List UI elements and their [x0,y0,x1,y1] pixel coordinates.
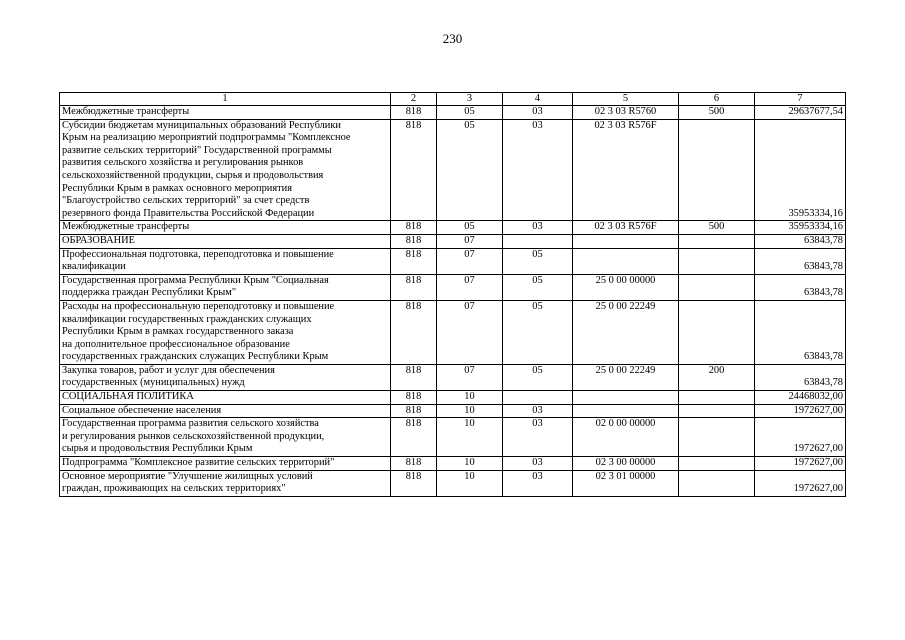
cell-col2: 818 [391,364,437,390]
cell-col3: 10 [437,418,503,457]
column-header: 2 [391,93,437,106]
row-name-cell [60,274,391,300]
column-header: 4 [503,93,573,106]
row-name-text: Подпрограмма "Комплексное развитие сельских территорий" [62,457,335,469]
cell-col2: 818 [391,119,437,221]
column-header: 7 [755,93,846,106]
cell-col6 [679,300,755,364]
row-name-text: Расходы на профессиональную переподготовку и повышение квалификации государственных гражданских служащих Республики Крым в рамках государственного заказа на дополнительное профессиональное образование государственных гражданских служащих Республики Крым [62,300,335,363]
row-name-cell [60,391,391,405]
page-number: 230 [442,31,463,46]
cell-col4: 05 [503,248,573,274]
cell-col2: 818 [391,106,437,120]
table-row [60,404,846,418]
row-name-cell [60,404,391,418]
cell-col3: 05 [437,119,503,221]
table-row [60,106,846,120]
cell-col2: 818 [391,234,437,248]
cell-col3: 10 [437,391,503,405]
row-name-cell [60,300,391,364]
budget-table [59,92,846,497]
cell-col5 [573,234,679,248]
cell-amount: 63843,78 [755,274,846,300]
row-name-text: Государственная программа Республики Крым "Социальная поддержка граждан Республики Крым" [62,274,329,299]
row-name-text: Основное мероприятие "Улучшение жилищных условий граждан, проживающих на сельских территориях" [62,470,313,495]
cell-col4: 03 [503,119,573,221]
cell-col5: 02 3 03 R576F [573,221,679,235]
cell-col6 [679,470,755,496]
cell-col6 [679,418,755,457]
cell-amount: 1972627,00 [755,470,846,496]
cell-col4: 05 [503,364,573,390]
row-name-cell [60,234,391,248]
cell-amount: 63843,78 [755,248,846,274]
cell-col6 [679,391,755,405]
row-name-cell [60,457,391,471]
cell-col3: 07 [437,274,503,300]
cell-amount: 1972627,00 [755,457,846,471]
cell-col6 [679,248,755,274]
table-header-row [60,93,846,106]
cell-amount: 1972627,00 [755,418,846,457]
cell-amount: 63843,78 [755,300,846,364]
cell-col4 [503,234,573,248]
cell-amount: 63843,78 [755,364,846,390]
table-row [60,221,846,235]
row-name-text: Межбюджетные трансферты [62,221,190,233]
cell-col6 [679,274,755,300]
cell-col4: 03 [503,470,573,496]
row-name-cell [60,106,391,120]
cell-col6 [679,457,755,471]
cell-col3: 07 [437,234,503,248]
cell-col4: 03 [503,457,573,471]
row-name-cell [60,418,391,457]
table-row [60,418,846,457]
cell-col3: 07 [437,300,503,364]
table-row [60,457,846,471]
cell-col4: 03 [503,418,573,457]
cell-col6: 200 [679,364,755,390]
cell-col6 [679,404,755,418]
cell-col2: 818 [391,248,437,274]
cell-col3: 05 [437,221,503,235]
cell-col5: 02 3 03 R5760 [573,106,679,120]
cell-col2: 818 [391,391,437,405]
cell-col4 [503,391,573,405]
cell-col5: 02 3 00 00000 [573,457,679,471]
cell-col5: 25 0 00 22249 [573,300,679,364]
row-name-text: Межбюджетные трансферты [62,106,190,117]
cell-col3: 05 [437,106,503,120]
cell-amount: 35953334,16 [755,119,846,221]
row-name-cell [60,364,391,390]
cell-col3: 07 [437,364,503,390]
row-name-cell [60,470,391,496]
cell-amount: 24468032,00 [755,391,846,405]
cell-col2: 818 [391,404,437,418]
cell-col5: 02 3 01 00000 [573,470,679,496]
cell-col5: 25 0 00 00000 [573,274,679,300]
cell-col3: 10 [437,470,503,496]
cell-col2: 818 [391,470,437,496]
cell-col4: 03 [503,106,573,120]
cell-col5 [573,391,679,405]
row-name-text: СОЦИАЛЬНАЯ ПОЛИТИКА [62,391,194,403]
row-name-text: Социальное обеспечение населения [62,404,222,416]
cell-col6: 500 [679,221,755,235]
row-name-text: Закупка товаров, работ и услуг для обеспечения государственных (муниципальных) нужд [62,364,275,389]
row-name-cell [60,119,391,221]
cell-col3: 10 [437,404,503,418]
column-header: 5 [573,93,679,106]
cell-col2: 818 [391,457,437,471]
cell-col4: 03 [503,404,573,418]
cell-col5 [573,404,679,418]
table-row [60,300,846,364]
column-header: 3 [437,93,503,106]
row-name-cell [60,221,391,235]
row-name-text: Государственная программа развития сельского хозяйства и регулирования рынков сельскохозяйственной продукции, сырья и продовольствия Республики Крым [62,418,325,455]
table-row [60,234,846,248]
row-name-text: Профессиональная подготовка, переподготовка и повышение квалификации [62,248,334,273]
table-row [60,248,846,274]
cell-col5: 02 0 00 00000 [573,418,679,457]
cell-col4: 03 [503,221,573,235]
cell-col5: 02 3 03 R576F [573,119,679,221]
row-name-cell [60,248,391,274]
cell-amount: 35953334,16 [755,221,846,235]
table-body [60,106,846,497]
table-row [60,470,846,496]
cell-col6 [679,119,755,221]
column-header: 1 [60,93,391,106]
table-row [60,274,846,300]
cell-col2: 818 [391,274,437,300]
cell-col3: 10 [437,457,503,471]
cell-amount: 63843,78 [755,234,846,248]
cell-col5 [573,248,679,274]
cell-col2: 818 [391,418,437,457]
table-row [60,391,846,405]
row-name-text: Субсидии бюджетам муниципальных образований Республики Крым на реализацию мероприятий подпрограммы "Комплексное развитие сельских территорий" Государственной программы развития сельского хозяйства и регулирования рынков сельскохозяйственной продукции, сырья и продовольствия Республики Крым в рамках основного мероприятия "Благоустройство сельских территорий" за счет средств резервного фонда Правительства Российской Федерации [62,119,351,219]
cell-col3: 07 [437,248,503,274]
row-name-text: ОБРАЗОВАНИЕ [62,234,136,246]
cell-col4: 05 [503,300,573,364]
cell-amount: 29637677,54 [755,106,846,120]
cell-col5: 25 0 00 22249 [573,364,679,390]
cell-col2: 818 [391,221,437,235]
column-header: 6 [679,93,755,106]
table-row [60,119,846,221]
cell-col4: 05 [503,274,573,300]
cell-col6 [679,234,755,248]
cell-col6: 500 [679,106,755,120]
cell-col2: 818 [391,300,437,364]
cell-amount: 1972627,00 [755,404,846,418]
table-row [60,364,846,390]
